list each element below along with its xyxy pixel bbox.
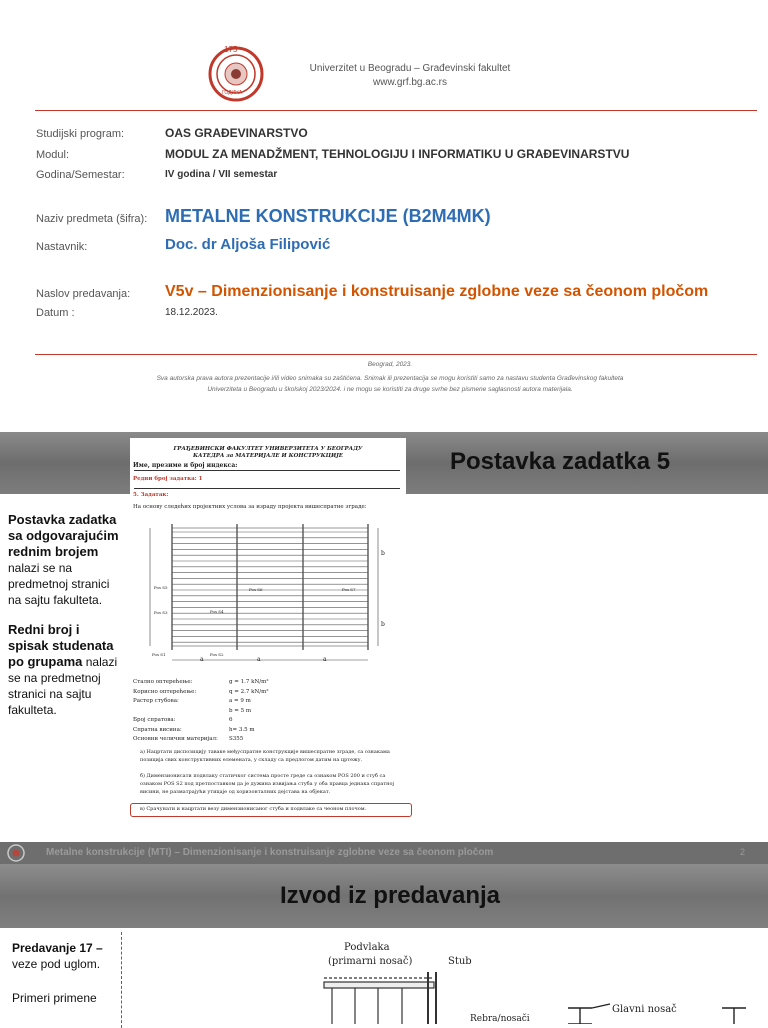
parameter-key: Растер стубова: — [133, 698, 179, 704]
parameter-value: g = 1.7 kN/m² — [229, 679, 269, 685]
divider-top — [35, 110, 757, 111]
pos-s2-label: Pos S2 — [210, 652, 224, 657]
label-teacher: Nastavnik: — [36, 241, 88, 253]
label-lecture: Naslov predavanja: — [36, 288, 131, 300]
parameter-value: S355 — [229, 736, 244, 742]
doc-item-b: б) Димензионисати подвлаку статичког система просте греде са ознаком POS 200 и стуб са ознаком POS S2 под претпоставком да је дужина извијања стуба у оба правца једнака спратној висини, не разматрајући утицаје од хоризонталних дејстава на објекат. — [140, 773, 395, 795]
doc-item-a: а) Нацртати диспозицију таваке међуспратне конструкције вишеспратне зграде, са ознакама позиција свих конструктивних елемената, у складу са предлогом датим на цртежу. — [140, 749, 390, 763]
parameter-value: h= 3.5 m — [229, 726, 255, 733]
label-rebra: Rebra/nosači — [470, 1014, 530, 1024]
page-number: 2 — [740, 847, 746, 857]
doc-task-heading: 5. Задатак: — [133, 492, 169, 498]
parameter-value: 6 — [229, 717, 233, 723]
copyright-line-2: Univerziteta u Beogradu u školskoj 2023/2024. i ne mogu se koristiti za druge svrhe bez pismene saglasnosti autora materijala. — [207, 386, 573, 393]
dim-b-1: b — [381, 550, 385, 557]
main-girder-drawing — [562, 1002, 762, 1024]
task-info-text-2: nalazi se na predmetnoj stranici na sajtu fakulteta. — [8, 655, 118, 717]
parameter-row — [133, 688, 403, 698]
task-info-bold-2: Redni broj i spisak studenata po grupama — [8, 622, 114, 669]
slide-footer — [0, 842, 768, 864]
parameter-row — [133, 716, 403, 726]
parameter-row — [133, 726, 403, 736]
footer-logo-icon — [6, 844, 26, 862]
label-primarni: (primarni nosač) — [328, 956, 413, 967]
university-name: Univerzitet u Beogradu – Građevinski fakultet — [309, 63, 511, 74]
parameter-row — [133, 735, 403, 745]
slide-title: Postavka zadatka 5 — [449, 448, 671, 475]
parameter-key: Основни челични материјал: — [133, 736, 218, 742]
doc-item-v: в) Срачунати и нацртати везу димензионисаног стуба и подвлаке са чеоном плочом. — [140, 806, 367, 812]
label-stub: Stub — [448, 956, 472, 967]
logo-number: 175 — [224, 45, 238, 54]
parameter-value: q = 2.7 kN/m² — [229, 688, 269, 695]
label-module: Modul: — [36, 149, 70, 161]
dashed-separator — [121, 932, 122, 1028]
value-lecture: V5v – Dimenzionisanje i konstruisanje zglobne veze sa čeonom pločom — [165, 283, 709, 300]
value-program: OAS GRAĐEVINARSTVO — [165, 126, 308, 140]
label-podvlaka: Podvlaka — [344, 942, 390, 953]
beam-column-drawing — [310, 964, 460, 1024]
dim-a-3: a — [323, 656, 327, 663]
label-glavni: Glavni nosač — [612, 1004, 677, 1015]
doc-header-2: КАТЕДРА за МАТЕРИЈАЛЕ И КОНСТРУКЦИЈЕ — [193, 453, 343, 459]
label-date: Datum : — [36, 307, 75, 319]
excerpt-left-panel — [12, 940, 122, 1006]
parameter-value: a = 9 m — [229, 698, 251, 704]
pos-s3-label: Pos S3 — [154, 610, 168, 615]
footer-city: Beograd, 2023. — [367, 361, 413, 368]
pos-s7-label: Pos S7 — [342, 587, 356, 592]
pos-s5-label: Pos S5 — [154, 585, 168, 590]
parameter-row — [133, 707, 403, 717]
parameter-row — [133, 678, 403, 688]
value-module: MODUL ZA MENADŽMENT, TEHNOLOGIJU I INFORMATIKU U GRAĐEVINARSTVU — [165, 147, 630, 161]
pos-s6-label: Pos S6 — [249, 587, 263, 592]
slide-title-3: Izvod iz predavanja — [279, 882, 501, 909]
dim-a-1: a — [200, 656, 204, 663]
logo-text: ГОДИНА — [222, 90, 243, 96]
task-slide — [0, 432, 768, 858]
doc-rule-1 — [134, 470, 400, 471]
parameter-row — [133, 697, 403, 707]
value-course: METALNE KONSTRUKCIJE (B2M4MK) — [165, 206, 491, 226]
task-info-panel — [8, 512, 120, 718]
doc-task-number: Редни број задатка: 1 — [133, 476, 203, 482]
label-course: Naziv predmeta (šifra): — [36, 213, 148, 225]
title-slide — [0, 0, 768, 432]
doc-header — [130, 446, 406, 460]
value-year: IV godina / VII semestar — [165, 169, 278, 180]
task-info-bold-1: Postavka zadatka sa odgovarajućim rednim brojem — [8, 512, 119, 559]
value-date: 18.12.2023. — [165, 307, 218, 318]
doc-intro: На основу следећих пројектних услова за израду пројекта вишеспратне зграде: — [133, 504, 367, 510]
parameter-key: Број спратова: — [133, 717, 176, 723]
pos-s4-label: Pos S4 — [210, 609, 224, 614]
parameter-key — [133, 707, 229, 717]
copyright-line-1: Sva autorska prava autora prezentacije i/ili video snimaka su zaštićena. Snimak ili prezentacija se mogu koristiti samo za nastavu studenta Građevinskog fakulteta — [156, 375, 624, 382]
value-teacher: Doc. dr Aljoša Filipović — [165, 236, 331, 253]
dim-b-2: b — [381, 621, 385, 628]
examples-text: Primeri primene — [12, 991, 97, 1005]
university-website[interactable]: www.grf.bg.ac.rs — [373, 77, 447, 88]
dim-a-2: a — [257, 656, 261, 663]
parameter-value: b = 5 m — [229, 707, 252, 714]
parameter-key: Спратна висина: — [133, 726, 182, 733]
label-year: Godina/Semestar: — [36, 169, 125, 181]
lecture-ref-bold: Predavanje 17 – — [12, 941, 103, 955]
label-program: Studijski program: — [36, 128, 125, 140]
task-info-text-1: nalazi se na predmetnoj stranici na sajtu fakulteta. — [8, 561, 110, 607]
university-header — [240, 62, 580, 90]
lecture-excerpt-slide — [0, 864, 768, 1024]
parameters-list — [133, 678, 403, 745]
footer-text: Metalne konstrukcije (MTI) – Dimenzionisanje i konstruisanje zglobne veze sa čeonom pločom — [46, 847, 494, 858]
divider-bottom — [35, 354, 757, 355]
pos-s1-label: Pos S1 — [152, 652, 166, 657]
task-document — [130, 438, 406, 838]
parameter-key: Стално оптерећење: — [133, 679, 193, 685]
parameter-key: Корисно оптерећење: — [133, 688, 197, 695]
doc-rule-2 — [134, 488, 400, 489]
floor-plan-drawing — [144, 518, 394, 668]
lecture-ref-text: veze pod uglom. — [12, 957, 101, 971]
doc-header-1: ГРАЂЕВИНСКИ ФАКУЛТЕТ УНИВЕРЗИТЕТА У БЕОГРАДУ — [173, 446, 363, 452]
doc-name-line: Име, презиме и број индекса: — [133, 462, 238, 469]
